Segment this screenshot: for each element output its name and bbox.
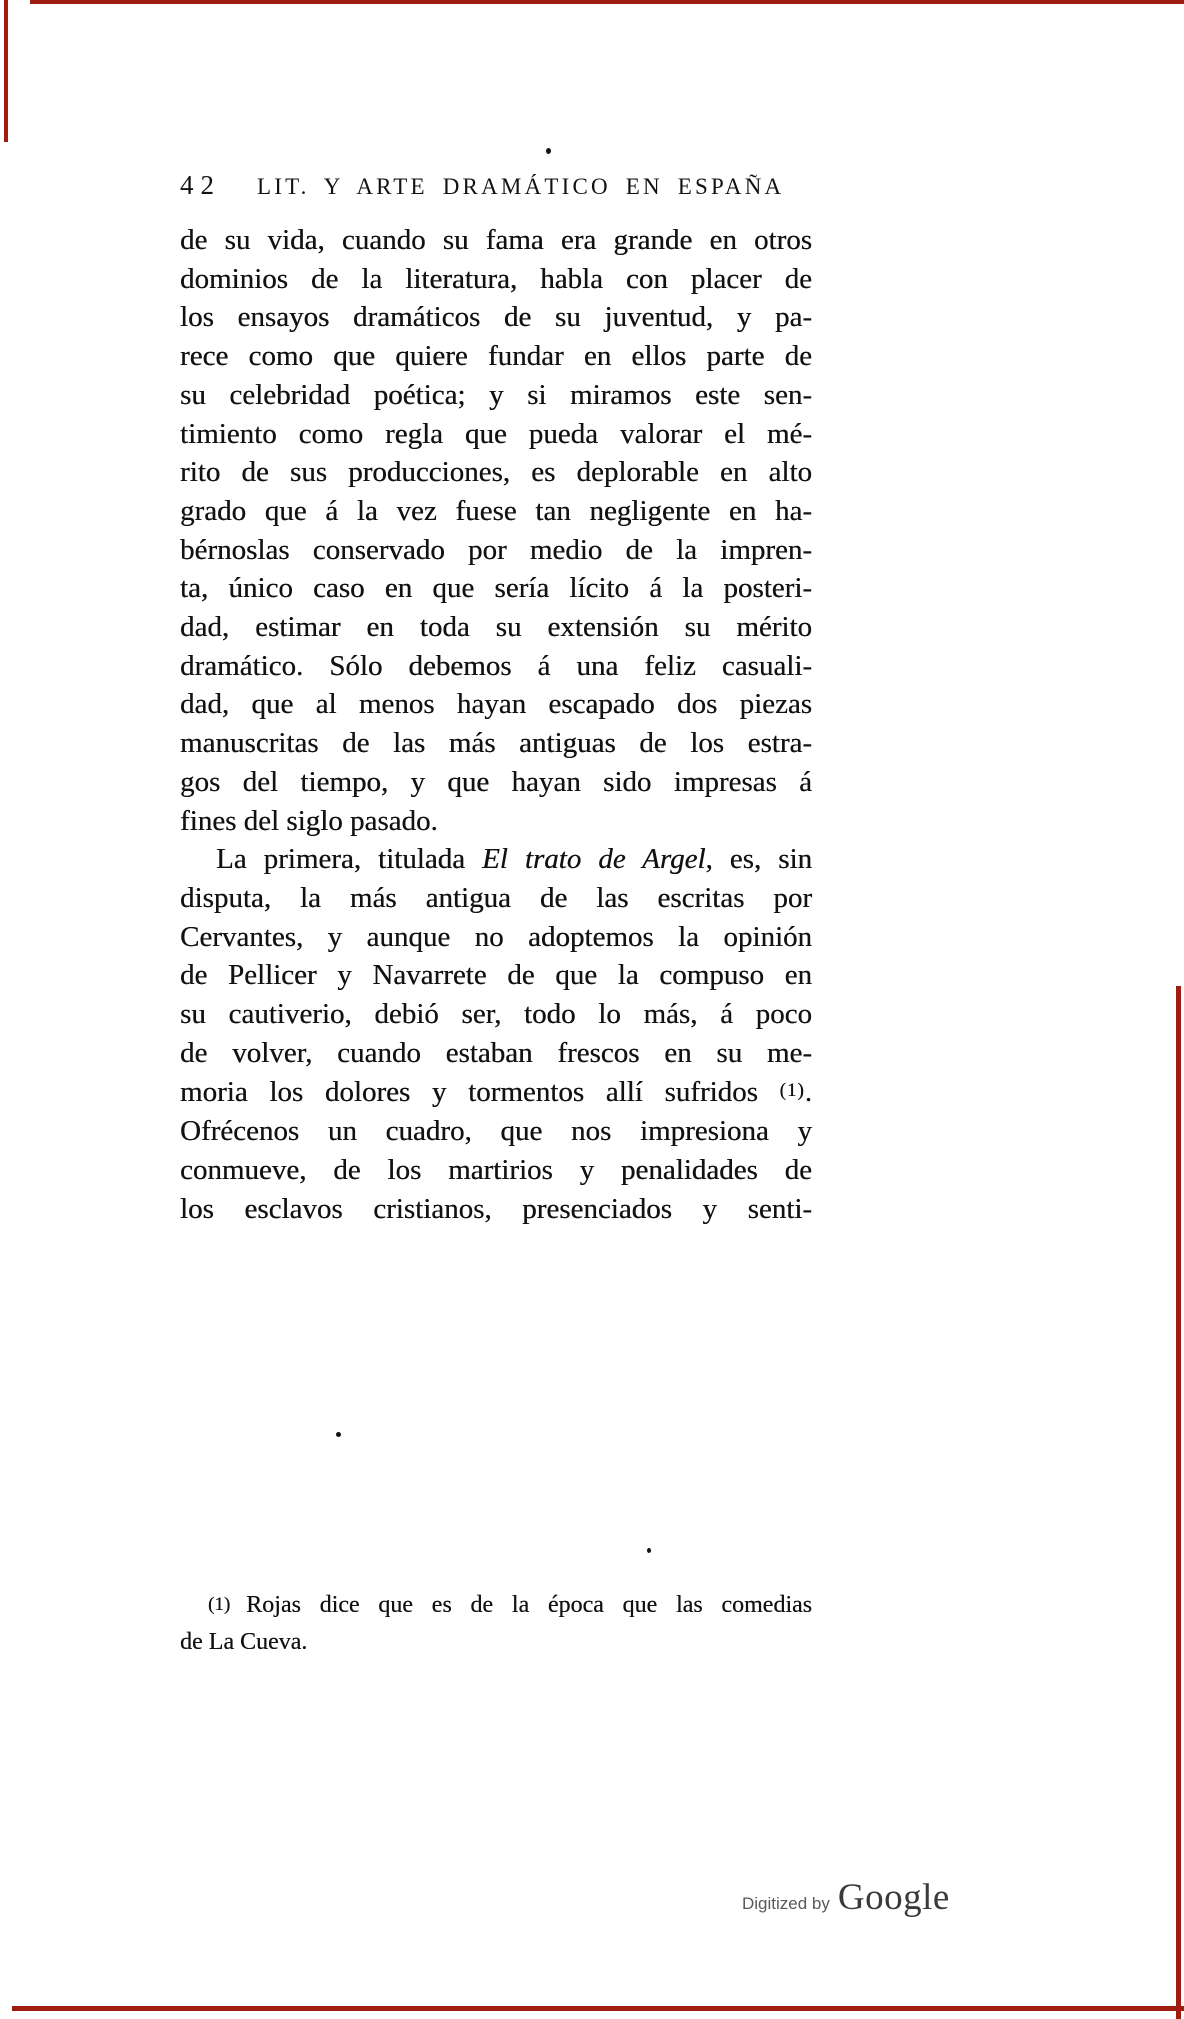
footnote (180, 1586, 812, 1661)
text-segment: ta, único caso en que sería lícito á la posteri- (180, 572, 812, 605)
text-line (180, 685, 812, 724)
text-line (180, 647, 812, 686)
text-line (180, 995, 812, 1034)
text-segment: bérnoslas conservado por medio de la impren- (180, 533, 812, 566)
body-text (180, 221, 812, 1228)
scan-mark-right (1176, 986, 1181, 2019)
text-line (180, 221, 812, 260)
text-line (180, 453, 812, 492)
text-segment: conmueve, de los martirios y penalidades de (180, 1153, 812, 1186)
text-segment: . (804, 1076, 812, 1109)
footnote-line (180, 1586, 812, 1624)
text-segment: dad, que al menos hayan escapado dos piezas (180, 688, 812, 721)
text-line (180, 1034, 812, 1073)
text-line (180, 260, 812, 299)
scan-mark-bottom (12, 2006, 1184, 2011)
work-title: El trato de Argel (482, 843, 706, 876)
digitized-credit (742, 1876, 950, 1919)
text-segment: timiento como regla que pueda valorar el mé- (180, 417, 812, 450)
footnote-reference: (1) (779, 1080, 805, 1102)
text-segment: , es, sin (705, 843, 813, 876)
text-segment: La primera, titulada (216, 843, 483, 876)
scan-mark-top (30, 0, 1184, 4)
text-segment: manuscritas de las más antiguas de los estra- (180, 727, 812, 760)
google-logo: Google (837, 1877, 950, 1918)
digitized-by-label: Digitized by (742, 1894, 830, 1913)
text-line (180, 415, 812, 454)
text-segment: Cervantes, y aunque no adoptemos la opinión (180, 920, 812, 953)
text-segment: dramático. Sólo debemos á una feliz casuali- (180, 649, 812, 682)
text-segment: dominios de la literatura, habla con placer de (180, 262, 812, 295)
text-line (180, 1190, 812, 1229)
text-line (180, 1112, 812, 1151)
text-line (180, 763, 812, 802)
text-line (180, 608, 812, 647)
scan-speck (546, 148, 551, 154)
text-segment: disputa, la más antigua de las escritas por (180, 881, 812, 914)
text-segment: de volver, cuando estaban frescos en su me- (180, 1036, 812, 1069)
text-line (180, 376, 812, 415)
text-segment: gos del tiempo, y que hayan sido impresas á (180, 765, 812, 798)
text-segment: los ensayos dramáticos de su juventud, y pa- (180, 301, 812, 334)
text-line (180, 879, 812, 918)
text-line (180, 802, 812, 841)
page-number: 42 (180, 170, 221, 200)
text-line (180, 918, 812, 957)
text-segment: su celebridad poética; y si miramos este sen- (180, 378, 812, 411)
text-line (180, 492, 812, 531)
text-segment: los esclavos cristianos, presenciados y senti- (180, 1192, 812, 1225)
scan-mark-left (4, 0, 8, 142)
text-line (180, 298, 812, 337)
text-line (180, 531, 812, 570)
text-segment: de Pellicer y Navarrete de que la compuso en (180, 959, 812, 992)
text-line (180, 1072, 812, 1112)
running-title: LIT. Y ARTE DRAMÁTICO EN ESPAÑA (257, 174, 785, 199)
text-segment: rito de sus producciones, es deplorable en alto (180, 456, 812, 489)
footnote-marker: (1) (208, 1594, 231, 1615)
text-segment: rece como que quiere fundar en ellos parte de (180, 340, 812, 373)
text-line (180, 337, 812, 376)
text-segment: dad, estimar en toda su extensión su mérito (180, 611, 812, 644)
text-line (180, 569, 812, 608)
text-line (180, 840, 812, 879)
text-line (180, 956, 812, 995)
text-segment: Ofrécenos un cuadro, que nos impresiona y (180, 1115, 812, 1148)
text-segment: moria los dolores y tormentos allí sufridos (180, 1076, 780, 1109)
text-segment: su cautiverio, debió ser, todo lo más, á poco (180, 998, 812, 1031)
scan-speck (647, 1548, 651, 1553)
text-segment: de su vida, cuando su fama era grande en otros (180, 224, 812, 256)
text-segment: grado que á la vez fuese tan negligente en ha- (180, 494, 812, 527)
page-header (180, 170, 820, 201)
scan-speck (336, 1432, 341, 1437)
text-line (180, 724, 812, 763)
footnote-line: de La Cueva. (180, 1629, 308, 1655)
text-line (180, 1151, 812, 1190)
text-segment: fines del siglo pasado. (180, 804, 438, 837)
footnote-text: Rojas dice que es de la época que las comedias (246, 1592, 812, 1618)
